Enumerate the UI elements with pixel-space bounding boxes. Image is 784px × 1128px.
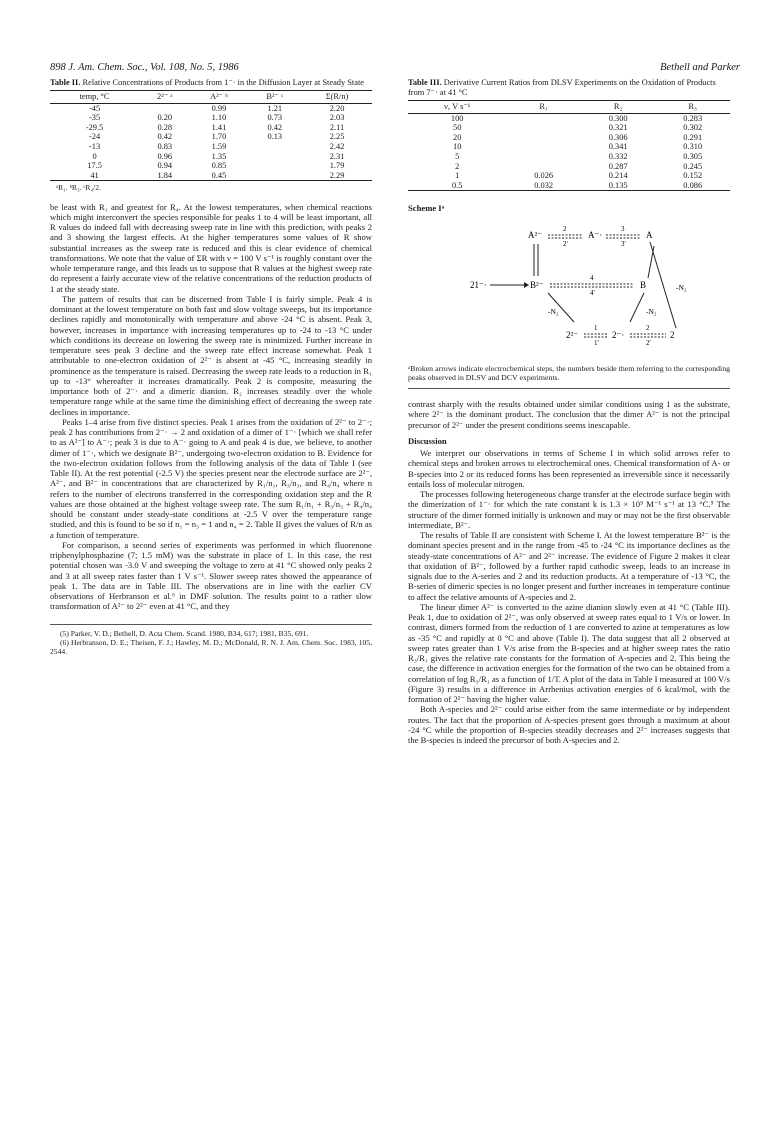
right-paragraph-5: The linear dimer A²⁻ is converted to the azine dianion slowly even at 41 °C (Table III). Peak 1, due to oxidation of 2²⁻, was only observed at sweep rates equal to 1 V/s or lower. In contrast, dimers formed from the reduction of 1 are converted to azine at temperatures as low as -35 °C and rapidly at 0 °C and above (Table I). The data suggest that all 2 observed at sweep rates greater than 1 V/s arise from the B-species and at higher sweep rates the ratio R₃/R₁ gives the relative rate constants for the formation of A-species and 2. This being the case, the difference in activation energies for the formation of the two can be obtained from a correlation of log R₃/R₁ as a function of 1/T. A plot of the data in Table I measured at 100 V/s (Figure 3) results in a difference in Arrhenius activation energies of 6 kcal/mol, with the formation of 2²⁻ having the higher value. [408, 601, 730, 704]
reference-5: (5) Parker, V. D.; Bethell, D. Acta Chem. Scand. 1980, B34, 617; 1981, B35, 691. [60, 628, 309, 638]
svg-text:-N₂: -N₂ [548, 306, 559, 316]
table2-cell: 41 [50, 171, 139, 181]
svg-text:2: 2 [563, 224, 567, 233]
header-left: 898 J. Am. Chem. Soc., Vol. 108, No. 5, 1986 [50, 62, 239, 73]
scheme-2-minus: 2⁻· [612, 329, 625, 340]
table3-row [408, 133, 730, 143]
table3-row [408, 123, 730, 133]
table2-cell: 0.45 [190, 171, 247, 181]
table3-cell: 0.032 [506, 181, 581, 191]
table2-cell: 2.42 [329, 141, 345, 151]
table3-cell: 10 [453, 142, 462, 152]
table3-cell: 0.291 [683, 132, 703, 142]
svg-text:1': 1' [594, 338, 599, 347]
table2-cell [247, 152, 302, 162]
table2-cell: 0.28 [157, 122, 173, 132]
table3-cell [506, 133, 581, 143]
table2-cell: 1.21 [267, 103, 283, 113]
table3-header-cell: R₁ [506, 101, 581, 114]
scheme-A0: A [646, 229, 653, 240]
table3-row [408, 142, 730, 152]
left-column [50, 78, 372, 656]
svg-text:1: 1 [594, 323, 598, 332]
scheme-note: ᵃBroken arrows indicate electrochemical steps, the numbers beside them referring to the corresponding peaks observed in DLSV and DCV experiments. [408, 364, 730, 389]
table3-cell: 0.321 [608, 123, 628, 133]
table3-cell: 0.332 [608, 151, 628, 161]
table2-row [50, 113, 372, 123]
table2-header-cell: A²⁻ ᵇ [190, 91, 247, 104]
table3-cell [506, 162, 581, 172]
scheme-2: 2 [670, 329, 675, 340]
scheme-title: Scheme Iᵃ [408, 203, 445, 214]
table3-cell: 0.245 [683, 161, 703, 171]
table2-cell: 0.73 [267, 113, 283, 123]
left-paragraph-4: For comparison, a second series of experiments was performed in which fluorenone triphenylphosphazine (7; 1.5 mM) was the substrate in place of 1. In this case, the rest potential chosen was -3.0 V and sweeping the voltage to zero at 41 °C showed only peaks 2 and 3 at all sweep rates faster than 1 V s⁻¹. Slower sweep rates showed the appearance of peak 1. The data are in Table III. The observations are in line with the earlier CV observations of Herbranson et al.⁶ in DMF solution. The results point to a rather slow transformation of A²⁻ to 2²⁻ even at 41 °C, and they [50, 539, 372, 612]
right-paragraph-3: The processes following heterogeneous charge transfer at the electrode surface begin with the dimerization of 1⁻· for which the rate constant k is 1.3 × 10⁵ M⁻¹ s⁻¹ at 13 °C.⁵ The structure of the dimer formed initially is unknown and may or may not be the first observable intermediate, B²⁻. [408, 489, 730, 530]
table2-caption: Table II. Relative Concentrations of Products from 1⁻· in the Diffusion Layer at Steady State [50, 78, 365, 87]
scheme-21: 21⁻· [470, 279, 487, 290]
table2-cell: 0.85 [211, 161, 227, 171]
table2-cell: 2.31 [329, 151, 345, 161]
table3-cell [506, 123, 581, 133]
table2-cell: 1.79 [329, 161, 345, 171]
table2-cell: 1.70 [211, 132, 227, 142]
references [50, 624, 372, 656]
svg-text:3': 3' [621, 239, 626, 248]
table2-cell: 0.42 [157, 132, 173, 142]
table2-cell: 2.25 [329, 132, 345, 142]
right-paragraph-4: The results of Table II are consistent with Scheme I. At the lowest temperature B²⁻ is the dominant species present and in the range from -45 to -24 °C its importance declines as the steady-state concentrations of A²⁻ and 2²⁻ increase. The evidence of Figure 2 makes it clear that oxidation of B²⁻, followed by a further rapid cathodic sweep, leads to an increase in signals due to the A-series and 2 and its reduction products. At a temperature of -13 °C, the B-series of dimeric species is no longer present and further increases in temperature continue to affect the relative amounts of A-species and 2. [408, 530, 730, 602]
scheme-A1: A⁻· [588, 229, 603, 240]
table2-row [50, 103, 372, 113]
table2-cell: 0.20 [157, 113, 173, 123]
table2-cell: 2.20 [329, 103, 345, 113]
reference-6: (6) Herbranson, D. E.; Theisen, F. J.; Hawley, M. D.; McDonald, R. N. J. Am. Chem. Soc. 1983, 105, 2544. [50, 637, 372, 656]
table2-header-cell: Σ(R/n) [302, 91, 372, 104]
table2-cell: 0.94 [157, 161, 173, 171]
right-paragraph-1: contrast sharply with the results obtained under similar conditions using 1 as the substrate, where 2²⁻ is the dominant product. The conclusion that the dimer A²⁻ is not the principal precursor of 2²⁻ under the present conditions seems inescapable. [408, 399, 730, 430]
right-paragraph-6: Both A-species and 2²⁻ could arise either from the same intermediate or by independent routes. The fact that the proportion of A-species present goes through a maximum at about -24 °C while the proportion of B-species steadily decreases and 2²⁻ increases suggests that the B-species is indeed the precursor of both A-species and 2. [408, 704, 730, 745]
table3-cell: 0.214 [608, 171, 628, 181]
table2-row [50, 123, 372, 133]
table2-cell: 1.10 [211, 113, 227, 123]
table2-header-cell: B²⁻ ᶜ [247, 91, 302, 104]
left-paragraph-2: The pattern of results that can be discerned from Table I is fairly simple. Peak 4 is dominant at the lowest temperature on both fast and slow voltage sweeps, but its importance declines rapidly and monotonically with temperature and above -24 °C is absent. Peak 3, however, increases in importance with increasing temperatures up to -24 to -13 °C under which conditions its decrease on lowering the sweep rate is minimized. Further increase in temperature sees peak 3 decline and the sweep rate effect increase somewhat. Peak 1 attributable to one-electron oxidation of 2²⁻ is absent at -45 °C, increasing steadily in prominence as the temperature is raised. Decreasing the sweep rate leads to a reduction in R₁ up to -13° whereafter it increases dramatically. Peak 2 is composite, measuring the importance both of 2⁻· and a dimeric dianion. R₂ increases steadily over the whole temperature range while at the same time the diminishing effect of decreasing the sweep rate declines in importance. [50, 293, 372, 417]
table2-row [50, 142, 372, 152]
table2-cell: -35 [88, 113, 101, 123]
svg-text:-N₂: -N₂ [676, 282, 687, 292]
table3-cell: 0.287 [608, 161, 628, 171]
table2-cell: 2.11 [329, 122, 345, 132]
scheme-diagram [408, 218, 730, 358]
table3-cell: 0.026 [534, 171, 554, 181]
table2-header-cell: temp, °C [50, 91, 139, 104]
table3-header-cell: ν, V s⁻¹ [408, 101, 506, 114]
table2-cell: 2.29 [302, 171, 372, 181]
table2-cell: 0.99 [211, 103, 227, 113]
svg-text:4: 4 [590, 273, 594, 282]
table2-cell [247, 142, 302, 152]
table3-cell: 0.283 [683, 113, 703, 123]
table3-cell: 0.135 [581, 181, 656, 191]
table3-row [408, 162, 730, 172]
table2-row [50, 152, 372, 162]
table3-header-cell: R₂ [581, 101, 656, 114]
table3-cell: 2 [455, 161, 460, 171]
header-right: Bethell and Parker [660, 62, 740, 73]
table3-cell: 0.086 [655, 181, 730, 191]
table3-cell: 0.305 [683, 151, 703, 161]
table2-cell: -29.5 [85, 122, 104, 132]
table2-cell: 0.42 [267, 122, 283, 132]
table3-cell [506, 152, 581, 162]
table3-cell: 100 [450, 113, 464, 123]
table2-cell [139, 103, 190, 113]
left-paragraph-1: be least with R₁ and greatest for R₄. At the lowest temperatures, when chemical reactions which might interconvert the species responsible for peaks 1 to 4 will be least important, all R values do indeed fall with decreasing sweep rate in line with this prediction, with peaks 2 and 3 showing the largest effects. At the higher temperatures some values of R show substantial increases as the sweep rate is reduced and this is clear evidence of chemical transformations. We note that the value of ΣR with ν = 100 V s⁻¹ is roughly constant over the whole temperature range, and this leads us to suppose that R values at the highest sweep rate do represent a fairly accurate view of the relative concentrations of the reduction products of 1 at the steady state. [50, 201, 372, 294]
table2-cell: -45 [88, 103, 101, 113]
table3-cell: 0.306 [608, 132, 628, 142]
scheme-2-2minus: 2²⁻ [566, 329, 578, 340]
table3-cell: 0.341 [608, 142, 628, 152]
table2-cell: 2.03 [329, 113, 345, 123]
section-heading-discussion: Discussion [408, 435, 447, 446]
table3-cell: 0.300 [608, 113, 628, 123]
table2-cell: 1.41 [211, 122, 227, 132]
table2-cell [247, 161, 302, 171]
table2-cell: 17.5 [87, 161, 102, 171]
left-paragraph-3: Peaks 1–4 arise from five distinct species. Peak 1 arises from the oxidation of 2²⁻ to 2⁻·; peak 2 has contributions from 2⁻· → 2 and oxidation of a dimer of 1⁻· [which we shall refer to as A²⁻] to A⁻·; peak 3 is due to A⁻· going to A and peak 4 is due, we believe, to another dimer of 1⁻·, which we designate B²⁻, undergoing two-electron oxidation to B. Evidence for the two-electron oxidation follows from the following analysis of the data of Table I (see Table II). At the rest potential (-2.5 V) the species present near the electrode surface are 2²⁻, A²⁻, and B²⁻ in concentrations that are characterized by R₁/n₁, R₃/n₃, and R₄/n₄ where n refers to the number of electrons transferred in the corresponding oxidation step and the R values are those obtained at the highest voltage sweep rate. The sum R₁/n₁ + R₃/n₃ + R₄/n₄ should be constant under steady-state conditions at -2.5 V over the temperature range studied, and this is found to be so if n₁ = n₃ = 1 and n₄ = 2. Table II gives the values of R/n as a function of temperature. [50, 416, 372, 540]
table3-cell: 5 [455, 151, 460, 161]
table3-cell: 0.152 [683, 171, 703, 181]
table2-cell: 0 [92, 151, 97, 161]
table2-row [50, 132, 372, 142]
table3-row [408, 171, 730, 181]
table3-header-cell: R₃ [655, 101, 730, 114]
table2-cell: 0.96 [157, 151, 173, 161]
table2-footnote: ᵃR₁. ᵇR₃. ᶜR₄/2. [56, 183, 101, 193]
svg-text:-N₂: -N₂ [646, 306, 657, 316]
table2-cell: 1.35 [211, 151, 227, 161]
table3-cell [506, 142, 581, 152]
svg-text:3: 3 [621, 224, 625, 233]
svg-text:2': 2' [563, 239, 568, 248]
scheme-A2: A²⁻ [528, 229, 542, 240]
table3-cell: 0.310 [683, 142, 703, 152]
table2-cell: 0.83 [157, 141, 173, 151]
table3-cell: 0.5 [408, 181, 506, 191]
table2-cell: 0.13 [267, 132, 283, 142]
table3-row [408, 113, 730, 123]
table3-row [408, 181, 730, 191]
table3-cell [506, 113, 581, 123]
table3-cell: 1 [455, 171, 460, 181]
table2-header-cell: 2²⁻ ᵃ [139, 91, 190, 104]
right-column [408, 78, 730, 745]
scheme-B2: B²⁻ [530, 279, 544, 290]
table2-row [50, 171, 372, 181]
svg-text:4': 4' [590, 288, 595, 297]
table3-cell: 20 [453, 132, 462, 142]
table2 [50, 90, 372, 181]
right-paragraph-2: We interpret our observations in terms of Scheme I in which solid arrows refer to chemical steps and broken arrows to electrochemical ones. Chemical transformation of A- or B-species into 2 or its reduced forms has been represented as irreversible since it necessarily entails loss of molecular nitrogen. [408, 448, 730, 489]
table2-cell: -13 [88, 141, 101, 151]
table3-caption: Table III. Derivative Current Ratios from DLSV Experiments on the Oxidation of Products from 7⁻· at 41 °C [408, 78, 716, 97]
table2-cell: 1.84 [139, 171, 190, 181]
svg-text:2': 2' [646, 338, 651, 347]
table3-cell: 50 [453, 123, 462, 133]
svg-text:2: 2 [646, 323, 650, 332]
table3 [408, 100, 730, 191]
table3-row [408, 152, 730, 162]
table3-cell: 0.302 [683, 123, 703, 133]
table2-cell [247, 171, 302, 181]
table2-row [50, 161, 372, 171]
table2-cell: -24 [88, 132, 101, 142]
scheme-B0: B [640, 279, 647, 290]
table2-cell: 1.59 [211, 141, 227, 151]
